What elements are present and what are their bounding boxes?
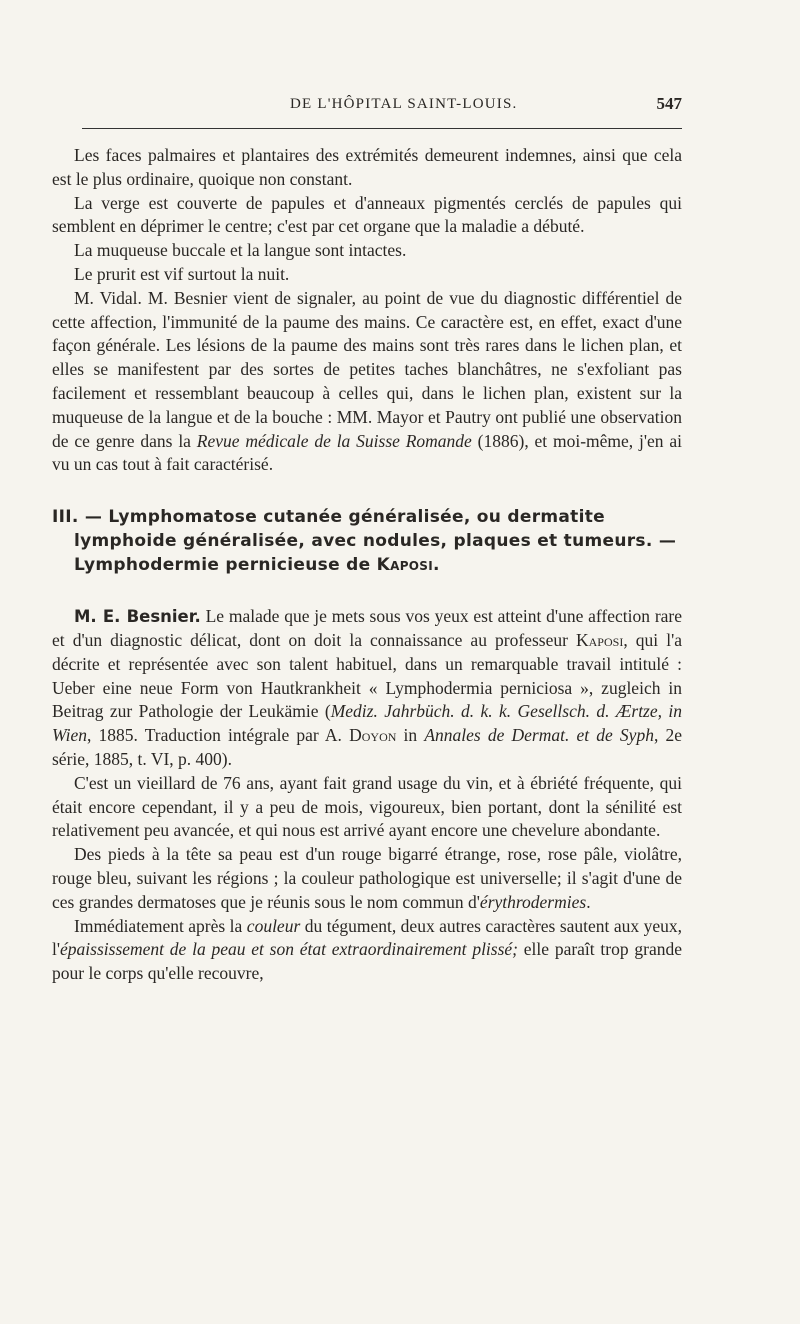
speaker-vidal: M. Vidal.: [74, 287, 142, 308]
running-header: [52, 96, 682, 120]
section-author: Kaposi.: [376, 555, 440, 576]
text-run: Des pieds à la tête sa peau est d'un rouge bigarré étrange, rose, rose pâle, violâtre, rouge bleu, suivant les régions ; la couleur pathologique est universelle; il s'agit d'une de ces grandes dermatoses que je réunis sous le nom commun d': [52, 844, 682, 912]
paragraph-last: [52, 915, 682, 986]
running-title: DE L'HÔPITAL SAINT-LOUIS.: [290, 96, 518, 112]
text-run: M. Besnier vient de signaler, au point de vue du diagnostic différentiel de cette affection, l'immunité de la paume des mains. Ce caractère est, en effet, exact d'une façon générale. Les lésions de la paume des mains sont très rares dans le lichen plan, et elles se manifestent par des sortes de petites taches blanchâtres, ne s'exfoliant pas facilement et ressemblant beaucoup à celles qui, dans le lichen plan, existent sur la muqueuse de la langue et de la bouche : MM. Mayor et Pautry ont publié une observation de ce genre dans la: [52, 287, 682, 451]
paragraph-besnier: [52, 605, 682, 772]
text-run: elle paraît trop grande pour le corps qu'elle recouvre,: [52, 939, 682, 984]
journal-title: Revue médicale de la Suisse Romande: [196, 430, 472, 451]
header-rule: [82, 128, 682, 129]
text-run: in: [396, 725, 425, 746]
paragraph: Le prurit est vif surtout la nuit.: [74, 263, 290, 284]
paragraph-feet: [52, 843, 682, 914]
paragraph: La muqueuse buccale et la langue sont intactes.: [74, 240, 407, 261]
speaker-besnier: M. E. Besnier.: [74, 607, 201, 627]
emphasis: couleur: [246, 915, 301, 936]
text-run: , 2e série, 1885, t. VI, p. 400).: [52, 725, 682, 769]
reference-title: Mediz. Jahrbüch. d. k. k. Gesellsch. d. Ærtze, in Wien: [52, 701, 682, 746]
text-run: , qui l'a décrite et représentée avec son talent habituel, dans un remarquable travail intitulé : Ueber eine neue Form von Hautkrankheit « Lymphodermia perniciosa », zugleich in Beitrag zur Pathologie der Leukämie (: [52, 629, 682, 722]
text-run: .: [586, 891, 591, 912]
text-run: Immédiatement après la: [74, 915, 247, 936]
page-number: 547: [656, 94, 682, 113]
emphasis: érythrodermies: [479, 891, 587, 912]
reference-title: Annales de Dermat. et de Syph: [424, 725, 654, 746]
text-run: du tégument, deux autres caractères sautent aux yeux, l': [52, 915, 682, 960]
paragraph: Les faces palmaires et plantaires des extrémités demeurent indemnes, ainsi que cela est le plus ordinaire, quoique non constant.: [52, 145, 682, 189]
author-name: Kaposi: [576, 629, 624, 650]
paragraph: C'est un vieillard de 76 ans, ayant fait grand usage du vin, et à ébriété fréquente, qui était encore cependant, il y a peu de mois, vigoureux, bien portant, dont la sénilité est relativement peu avancée, et qui nous est arrivé ayant encore une chevelure abondante.: [52, 772, 682, 841]
emphasis: épaississement de la peau et son état extraordinairement plissé;: [60, 939, 519, 960]
paragraph-vidal: [52, 287, 682, 477]
body-text: [52, 144, 682, 986]
section-title: III. — Lymphomatose cutanée généralisée, ou dermatite lymphoide généralisée, avec nodules, plaques et tumeurs. — Lymphodermie pernicieuse de: [52, 507, 677, 576]
section-heading: [52, 505, 682, 577]
paragraph: La verge est couverte de papules et d'anneaux pigmentés cerclés de papules qui semblent en déprimer le centre; c'est par cet organe que la maladie a débuté.: [52, 192, 682, 237]
text-run: Le malade que je mets sous vos yeux est atteint d'une affection rare et d'un diagnostic délicat, dont on doit la connaissance au professeur: [52, 606, 683, 650]
text-run: (1886), et moi-même, j'en ai vu un cas tout à fait caractérisé.: [52, 430, 682, 475]
text-run: , 1885. Traduction intégrale par A.: [87, 725, 350, 746]
author-name: Doyon: [349, 725, 397, 746]
